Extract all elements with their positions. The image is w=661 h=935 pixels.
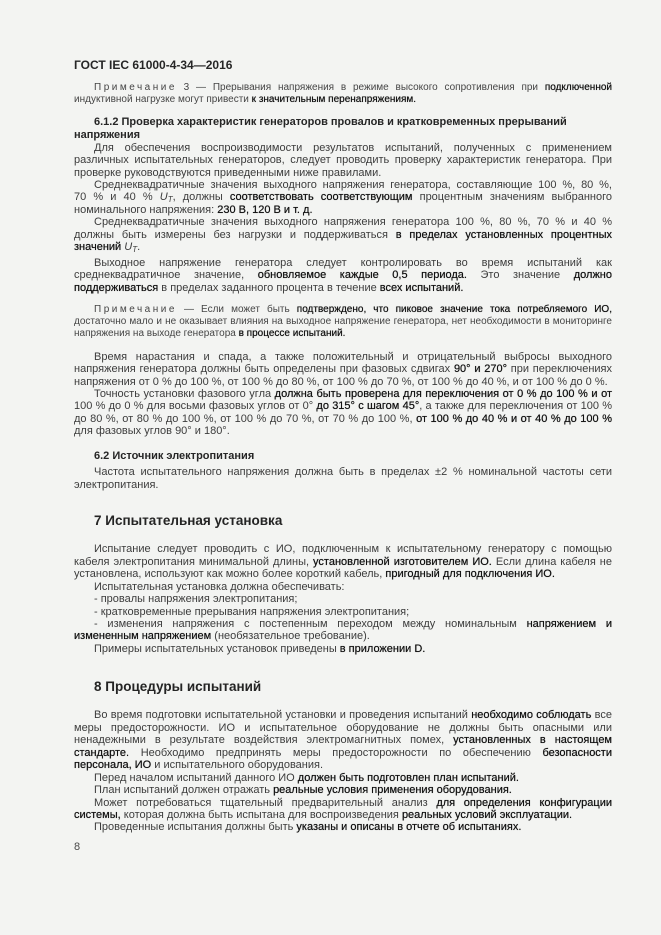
note-text xyxy=(74,82,612,106)
document-content xyxy=(74,58,612,834)
text-run: . xyxy=(137,241,141,254)
text-run: установленных в настоящем стандарте. xyxy=(74,734,612,759)
section-heading xyxy=(74,679,612,695)
text-run: - изменения напряжения с постепенным переходом между номинальным xyxy=(94,618,527,631)
section-heading xyxy=(74,513,612,529)
text-run: 3 — Прерывания напряжения в режиме высокого сопротивления при xyxy=(176,82,545,93)
text-run: которая должна быть испытана для воспроизведения xyxy=(120,809,402,822)
text-run: Проведенные испытания должны быть xyxy=(94,821,297,834)
subsection-heading xyxy=(74,116,612,141)
list-item xyxy=(74,618,612,643)
page-number: 8 xyxy=(74,841,81,853)
document-body xyxy=(74,82,612,834)
text-run: Примечание xyxy=(94,82,177,93)
text-run: необходимо соблюдать xyxy=(471,709,592,722)
text-run: реальные условия применения оборудования. xyxy=(273,784,512,797)
text-run: до 315° с шагом 45° xyxy=(316,400,420,413)
text-run: 100 % до 0 % для восьми фазовых углов от 0° xyxy=(74,400,317,413)
text-run: при переключениях напряжения от 0 % до 100 %, от 100 % до 80 %, от 100 % до 70 %, от 100 % до 40 %, и от 100 % до 0 %. xyxy=(74,363,612,388)
text-run: процентным значениям выбранного номинального напряжения: xyxy=(74,191,612,216)
paragraph xyxy=(74,388,612,438)
paragraph xyxy=(74,466,612,491)
text-run: T xyxy=(167,195,173,205)
text-run: 6.1.2 Проверка характеристик генераторов провалов и кратковременных прерываний напряжения xyxy=(74,116,567,141)
text-run: и испытательного оборудования. xyxy=(151,759,324,772)
text-run: (необязательное требование). xyxy=(211,630,370,643)
text-run: в пределах установленных процентных значений xyxy=(74,228,612,254)
text-run: — Если может быть xyxy=(176,304,297,316)
text-run: 6.2 Источник электропитания xyxy=(94,449,255,462)
text-run: подтверждено, что пиковое значение тока потребляемого ИО, xyxy=(296,304,612,316)
text-run: должна быть проверена для переключения от 0 % до 100 % и от xyxy=(274,388,612,400)
text-run: План испытаний должен отражать xyxy=(94,784,274,797)
text-run: в приложении D. xyxy=(339,642,426,655)
text-run: установленной изготовителем ИО. xyxy=(313,555,492,568)
text-run: Выходное напряжение генератора следует контролировать во время испытаний как среднеквадратичное значение, xyxy=(74,256,612,282)
paragraph xyxy=(74,351,612,388)
text-run: 7 Испытательная установка xyxy=(94,513,283,529)
paragraph xyxy=(74,142,612,179)
text-run: U xyxy=(159,191,168,204)
text-run: подключенной xyxy=(544,82,612,93)
text-run: Может потребоваться тщательный предварительный анализ xyxy=(94,796,437,809)
text-run: Точность установки фазового угла xyxy=(94,388,275,400)
paragraph xyxy=(74,581,612,593)
text-run: T xyxy=(132,245,138,255)
text-run: Во время подготовки испытательной установки и проведения испытаний xyxy=(94,709,472,722)
text-run: Среднеквадратичные значения выходного напряжения генератора 100 %, 80 %, 70 % и 40 % должны быть измерены без нагрузки и поддерживаться xyxy=(74,216,612,241)
text-run: - провалы напряжения электропитания; xyxy=(94,593,298,606)
text-run: Примечание xyxy=(94,304,177,316)
text-run: в пределах заданного процента в течение xyxy=(158,281,380,294)
text-run: соответствовать соответствующим xyxy=(229,191,413,204)
text-run: всех испытаний. xyxy=(379,281,464,294)
list-item xyxy=(74,606,612,618)
text-run: Если длина кабеля не установлена, используют как можно более короткий кабель, xyxy=(74,555,612,581)
text-run: Для обеспечения воспроизводимости результатов испытаний, полученных с применением различных испытательных генераторов, следует проводить проверку характеристик генератора. При проверке руководствуются приведенными ниже правилами. xyxy=(74,141,612,179)
paragraph xyxy=(74,216,612,253)
text-run: пригодный для подключения ИО. xyxy=(385,568,555,581)
text-run: Перед началом испытаний данного ИО xyxy=(94,771,298,784)
text-run: 8 Процедуры испытаний xyxy=(94,679,262,695)
text-run: обновляемое каждые 0,5 периода. xyxy=(257,269,467,282)
text-run: Среднеквадратичные значения выходного напряжения генератора, составляющие 100 %, 80 %, 70 % и 40 % xyxy=(74,178,612,204)
text-run: , должны xyxy=(172,191,230,204)
text-run: - кратковременные прерывания напряжения электропитания; xyxy=(94,605,410,618)
paragraph xyxy=(74,772,612,784)
text-run: безопасности персонала, ИО xyxy=(74,746,612,772)
subsection-heading xyxy=(74,450,612,463)
text-run: Испытание следует проводить с ИО, подключенным к испытательному генератору с помощью кабеля электропитания минимальной длины, xyxy=(74,543,612,568)
text-run: от 100 % до 40 % и от 40 % до 100 % xyxy=(416,412,612,425)
paragraph xyxy=(74,543,612,580)
text-run: 230 В, 120 В и т. д. xyxy=(217,203,313,216)
text-run: Частота испытательного напряжения должна быть в пределах ±2 % номинальной частоты сети электропитания. xyxy=(74,466,612,491)
text-run: Необходимо предпринять меры предосторожности по обеспечению xyxy=(129,746,543,759)
paragraph xyxy=(74,643,612,655)
text-run: достаточно мало и не оказывает влияния на выходное напряжение генератора, нет необходимости в мониторинге напряжения на выходе генератора xyxy=(74,316,612,340)
text-run: все меры предосторожности. ИО и испытательное оборудование не должны быть опасными или ненадежными в результате воздействия электромагнитных помех, xyxy=(74,709,612,747)
text-run: индуктивной нагрузке могут привести xyxy=(74,94,252,106)
text-run: 90° и 270° xyxy=(453,363,508,376)
list-item xyxy=(74,593,612,605)
paragraph xyxy=(74,821,612,833)
paragraph xyxy=(74,797,612,822)
text-run: напряжением и измененным напряжением xyxy=(74,618,612,643)
text-run: к значительным перенапряжениям. xyxy=(251,94,417,106)
text-run: Примеры испытательных установок приведены xyxy=(94,642,340,655)
paragraph xyxy=(74,179,612,216)
paragraph xyxy=(74,784,612,796)
text-run: реальных условий эксплуатации. xyxy=(401,809,573,822)
text-run: Это значение xyxy=(466,269,574,282)
text-run: указаны и описаны в отчете об испытаниях. xyxy=(296,821,522,834)
text-run: в процессе испытаний. xyxy=(238,328,346,340)
text-run: для фазовых углов 90° и 180°. xyxy=(74,425,230,438)
document-header: ГОСТ IEC 61000-4-34—2016 xyxy=(74,58,233,72)
text-run: , а также для переключения от 100 % до 80 %, от 80 % до 100 %, от 100 % до 70 %, от 70 % до 100 %, xyxy=(74,400,612,425)
paragraph xyxy=(74,709,612,771)
text-run: для определения конфигурации системы, xyxy=(74,796,612,822)
note-text xyxy=(74,304,612,341)
text-run: должно поддерживаться xyxy=(74,269,612,294)
text-run: Испытательная установка должна обеспечивать: xyxy=(94,580,345,593)
text-run: должен быть подготовлен план испытаний. xyxy=(297,771,519,784)
text-run: Время нарастания и спада, а также положительный и отрицательный выбросы выходного напряжения генератора должны быть определены при фазовых сдвигах xyxy=(74,350,612,376)
text-run: U xyxy=(124,241,133,254)
paragraph xyxy=(74,257,612,294)
